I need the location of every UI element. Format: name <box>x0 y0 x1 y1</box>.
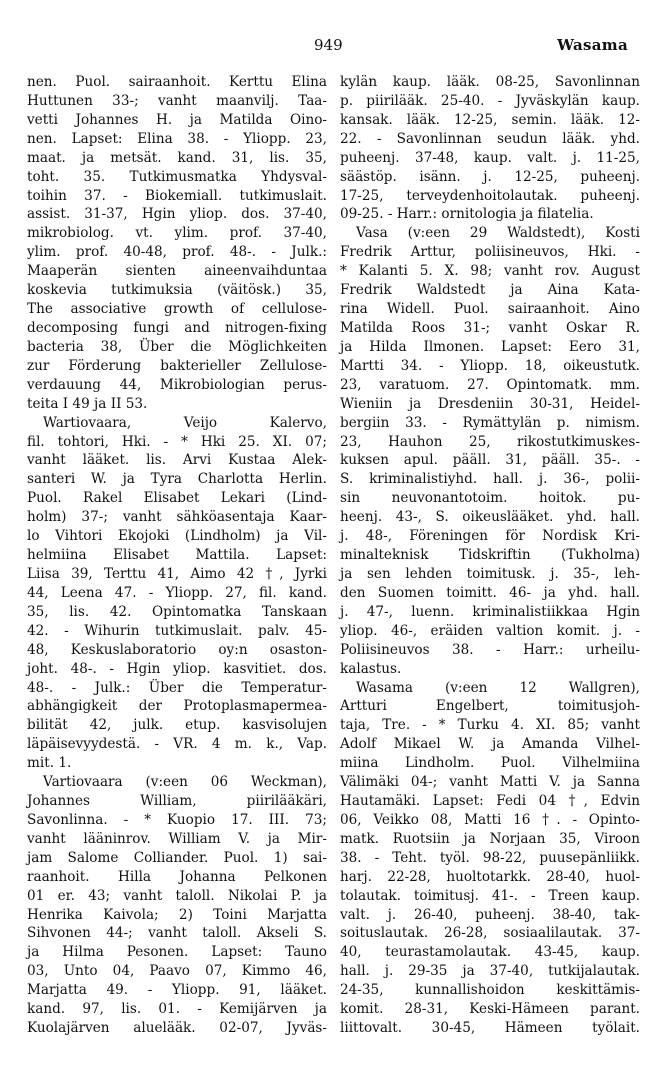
text-line: bergiin 33. - Rymättylän p. nimism. <box>340 414 640 431</box>
text-line: assist. 31-37, Hgin yliop. dos. 37-40, <box>27 206 327 223</box>
text-line: toihin 37. - Biokemiall. tutkimuslait. <box>27 187 327 204</box>
page-header <box>0 36 672 58</box>
text-line: yliop. 46-, eräiden valtion komit. j. - <box>340 622 640 639</box>
text-line: Johannes William, piirilääkäri, <box>27 793 327 810</box>
text-line: Artturi Engelbert, toimitusjoh- <box>340 698 640 715</box>
text-line: mikrobiolog. vt. ylim. prof. 37-40, <box>27 225 327 242</box>
text-line: santeri W. ja Tyra Charlotta Herlin. <box>27 471 327 488</box>
text-line: j. 48-, Föreningen för Nordisk Kri- <box>340 528 640 545</box>
right-column <box>340 73 640 1038</box>
text-line: ja Hilda Ilmonen. Lapset: Eero 31, <box>340 338 640 355</box>
text-line: Maaperän sienten aineenvaihduntaa <box>27 263 327 280</box>
text-line: j. 47-, luenn. kriminalistiikkaa Hgin <box>340 603 640 620</box>
text-line: Välimäki 04-; vanht Matti V. ja Sanna <box>340 774 640 791</box>
text-line: minalteknisk Tidskriftin (Tukholma) <box>340 547 640 564</box>
text-line: ja Hilma Pesonen. Lapset: Tauno <box>27 944 327 961</box>
text-line: fil. tohtori, Hki. - * Hki 25. XI. 07; <box>27 433 327 450</box>
text-line: den Suomen toimitt. 46- ja yhd. hall. <box>340 584 640 601</box>
text-line: joht. 48-. - Hgin yliop. kasvitiet. dos. <box>27 660 327 677</box>
text-line: 06, Veikko 08, Matti 16 †. - Opinto- <box>340 811 640 828</box>
text-line: matk. Ruotsiin ja Norjaan 35, Viroon <box>340 830 640 847</box>
text-line: soituslautak. 26-28, sosiaalilautak. 37- <box>340 925 640 942</box>
text-line: bacteria 38, Über die Möglichkeiten <box>27 338 327 355</box>
text-line: mit. 1. <box>27 755 72 772</box>
text-line: 24-35, kunnallishoidon keskittämis- <box>340 982 640 999</box>
text-line: * Kalanti 5. X. 98; vanht rov. August <box>340 263 640 280</box>
text-line: ja sen lehden toimitusk. j. 35-, leh- <box>340 565 640 582</box>
text-line: Kuolajärven aluelääk. 02-07, Jyväs- <box>27 1020 327 1037</box>
text-line: tolautak. toimitusj. 41-. - Treen kaup. <box>340 887 640 904</box>
text-line: p. piirilääk. 25-40. - Jyväskylän kaup. <box>340 92 640 109</box>
text-line: 23, varatuom. 27. Opintomatk. mm. <box>340 376 640 393</box>
text-line: 03, Unto 04, Paavo 07, Kimmo 46, <box>27 963 327 980</box>
text-line: 09-25. - Harr.: ornitologia ja filatelia. <box>340 206 594 223</box>
text-line: S. kriminalistiyhd. hall. j. 36-, polii- <box>340 471 640 488</box>
text-line: jam Salome Colliander. Puol. 1) sai- <box>27 849 327 866</box>
text-line: Fredrik Arttur, poliisineuvos, Hki. - <box>340 244 640 261</box>
text-line: säästöp. isänn. j. 12-25, puheenj. <box>340 168 640 185</box>
text-line: Adolf Mikael W. ja Amanda Vilhel- <box>340 736 640 753</box>
text-line: kansak. lääk. 12-25, semin. lääk. 12- <box>340 111 640 128</box>
text-line: 35, lis. 42. Opintomatka Tanskaan <box>27 603 327 620</box>
running-head: Wasama <box>557 36 628 54</box>
text-line: 17-25, terveydenhoitolautak. puheenj. <box>340 187 640 204</box>
text-line: kuksen apul. pääll. 31, pääll. 35-. - <box>340 452 640 469</box>
text-line: bilität 42, julk. etup. kasvisolujen <box>27 717 327 734</box>
text-line: Poliisineuvos 38. - Harr.: urheilu- <box>340 641 640 658</box>
text-line: vanht lääket. lis. Arvi Kustaa Alek- <box>27 452 327 469</box>
text-line: abhängigkeit der Protoplasmapermea- <box>27 698 327 715</box>
text-line: zur Förderung bakterieller Zellulose- <box>27 357 327 374</box>
text-line: 01 er. 43; vanht taloll. Nikolai P. ja <box>27 887 327 904</box>
text-line: ylim. prof. 40-48, prof. 48-. - Julk.: <box>27 244 327 261</box>
text-line: taja, Tre. - * Turku 4. XI. 85; vanht <box>340 717 640 734</box>
text-line: nen. Lapset: Elina 38. - Yliopp. 23, <box>27 130 327 147</box>
text-line: Hautamäki. Lapset: Fedi 04 †, Edvin <box>340 793 640 810</box>
text-line: 38. - Teht. työl. 98-22, puusepänliikk. <box>340 849 640 866</box>
text-line: 48, Keskuslaboratorio oy:n osaston- <box>27 641 327 658</box>
text-line: verdauung 44, Mikrobiologian perus- <box>27 376 327 393</box>
text-line: The associative growth of cellulose- <box>27 301 327 318</box>
text-line: Marjatta 49. - Yliopp. 91, lääket. <box>27 982 327 999</box>
text-line: heenj. 43-, S. oikeuslääket. yhd. hall. <box>340 509 640 526</box>
text-line: Vartiovaara (v:een 06 Weckman), <box>43 774 327 791</box>
text-line: hall. j. 29-35 ja 37-40, tutkijalautak. <box>340 963 640 980</box>
text-line: Liisa 39, Terttu 41, Aimo 42 †, Jyrki <box>27 565 327 582</box>
text-line: 40, teurastamolautak. 43-45, kaup. <box>340 944 640 961</box>
text-line: Wieniin ja Dresdeniin 30-31, Heidel- <box>340 395 640 412</box>
text-line: sin neuvonantotoim. hoitok. pu- <box>340 490 640 507</box>
text-line: holm) 37-; vanht sähköasentaja Kaar- <box>27 509 327 526</box>
text-line: Henrika Kaivola; 2) Toini Marjatta <box>27 906 327 923</box>
text-line: valt. j. 26-40, puheenj. 38-40, tak- <box>340 906 640 923</box>
text-line: nen. Puol. sairaanhoit. Kerttu Elina <box>27 74 327 90</box>
text-line: decomposing fungi and nitrogen-fixing <box>27 319 327 336</box>
text-line: 23, Hauhon 25, rikostutkimuskes- <box>340 433 640 450</box>
text-line: 48-. - Julk.: Über die Temperatur- <box>27 679 327 696</box>
text-line: 22. - Savonlinnan seudun lääk. yhd. <box>340 130 640 147</box>
text-line: Martti 34. - Yliopp. 18, oikeustutk. <box>340 357 640 374</box>
text-line: maat. ja metsät. kand. 31, lis. 35, <box>27 149 327 166</box>
text-line: Wasama (v:een 12 Wallgren), <box>356 679 640 696</box>
text-line: Wartiovaara, Veijo Kalervo, <box>43 414 327 431</box>
text-line: vanht lääninrov. William V. ja Mir- <box>27 830 327 847</box>
text-line: Fredrik Waldstedt ja Aina Kata- <box>340 282 640 299</box>
text-line: Savonlinna. - * Kuopio 17. III. 73; <box>27 811 327 828</box>
text-line: koskevia tutkimuksia (väitösk.) 35, <box>27 282 327 299</box>
text-line: Huttunen 33-; vanht maanvilj. Taa- <box>27 92 327 109</box>
text-line: kand. 97, lis. 01. - Kemijärven ja <box>27 1001 327 1018</box>
text-line: helmiina Elisabet Mattila. Lapset: <box>27 547 327 564</box>
text-line: teita I 49 ja II 53. <box>27 395 148 412</box>
text-line: Puol. Rakel Elisabet Lekari (Lind- <box>27 490 327 507</box>
text-line: miina Lindholm. Puol. Vilhelmiina <box>340 755 640 772</box>
left-column <box>27 73 327 1038</box>
text-line: vetti Johannes H. ja Matilda Oino- <box>27 111 327 128</box>
text-line: läpäisevyydestä. - VR. 4 m. k., Vap. <box>27 736 327 753</box>
page-number: 949 <box>314 36 343 54</box>
text-line: liittovalt. 30-45, Hämeen työlait. <box>340 1020 640 1037</box>
text-line: harj. 22-28, huoltotarkk. 28-40, huol- <box>340 868 640 885</box>
text-line: 44, Leena 47. - Yliopp. 27, fil. kand. <box>27 584 327 601</box>
text-line: toht. 35. Tutkimusmatka Yhdysval- <box>27 168 327 185</box>
text-line: raanhoit. Hilla Johanna Pelkonen <box>27 868 327 885</box>
text-line: puheenj. 37-48, kaup. valt. j. 11-25, <box>340 149 640 166</box>
text-line: kalastus. <box>340 660 402 677</box>
text-line: Matilda Roos 31-; vanht Oskar R. <box>340 319 640 336</box>
text-line: Vasa (v:een 29 Waldstedt), Kosti <box>356 225 640 242</box>
text-line: lo Vihtori Ekojoki (Lindholm) ja Vil- <box>27 528 327 545</box>
text-line: komit. 28-31, Keski-Hämeen parant. <box>340 1001 640 1018</box>
text-line: rina Widell. Puol. sairaanhoit. Aino <box>340 301 640 318</box>
text-line: kylän kaup. lääk. 08-25, Savonlinnan <box>340 74 640 90</box>
text-line: 42. - Wihurin tutkimuslait. palv. 45- <box>27 622 327 639</box>
text-line: Sihvonen 44-; vanht taloll. Akseli S. <box>27 925 327 942</box>
